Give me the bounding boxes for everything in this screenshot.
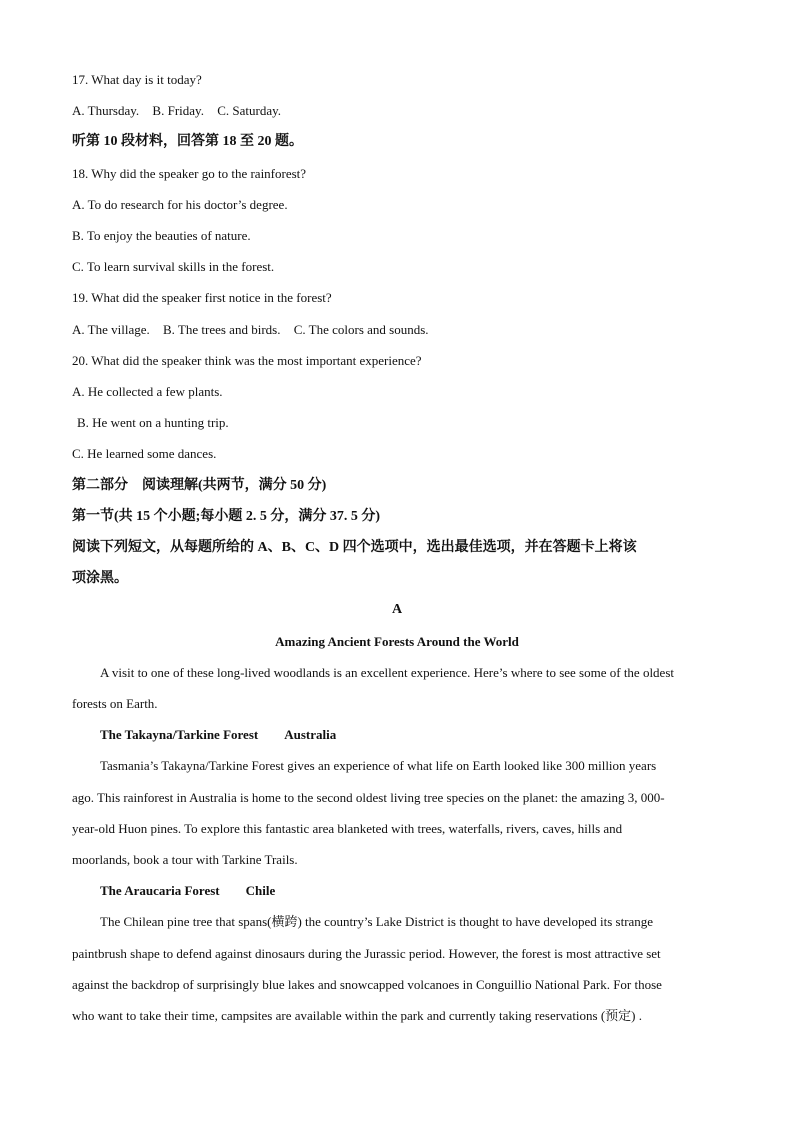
section-one-title: 第一节(共 15 个小题;每小题 2. 5 分，满分 37. 5 分)	[72, 508, 380, 524]
forest-1-line-1: Tasmania’s Takayna/Tarkine Forest gives an experience of what life on Earth looked like 300 million years	[100, 758, 657, 774]
option-b: B. The trees and birds.	[163, 321, 281, 337]
question-18: 18. Why did the speaker go to the rainforest?	[72, 165, 307, 181]
passage-letter: A	[391, 602, 403, 618]
question-20-option-a: A. He collected a few plants.	[72, 384, 223, 400]
option-c: C. The colors and sounds.	[293, 321, 429, 337]
forest-2-country: Chile	[245, 883, 276, 899]
forest-1-line-3: year-old Huon pines. To explore this fantastic area blanketed with trees, waterfalls, rivers, caves, hills and	[72, 820, 623, 836]
forest-2-line-3: against the backdrop of surprisingly blue lakes and snowcapped volcanoes in Conguillio National Park. For those	[72, 976, 662, 992]
forest-2-heading	[72, 875, 722, 906]
option-b: B. Friday.	[152, 103, 204, 119]
reading-instruction-line-1: 阅读下列短文，从每题所给的 A、B、C、D 四个选项中，选出最佳选项，并在答题卡上将该	[72, 540, 637, 556]
forest-2-line-1: The Chilean pine tree that spans(横跨) the country’s Lake District is thought to have developed its strange	[100, 914, 654, 930]
passage-title: Amazing Ancient Forests Around the World	[275, 633, 519, 649]
option-a: A. The village.	[72, 321, 150, 337]
question-18-option-b: B. To enjoy the beauties of nature.	[72, 228, 251, 244]
intro-line-2: forests on Earth.	[72, 696, 158, 712]
page-content	[72, 64, 722, 1031]
question-19: 19. What did the speaker first notice in the forest?	[72, 290, 332, 306]
question-18-option-a: A. To do research for his doctor’s degree.	[72, 196, 288, 212]
forest-2-name: The Araucaria Forest	[100, 883, 220, 899]
forest-1-country: Australia	[284, 727, 337, 743]
question-18-option-c: C. To learn survival skills in the forest.	[72, 259, 275, 275]
forest-1-line-2: ago. This rainforest in Australia is home to the second oldest living tree species on the planet: the amazing 3, 000-	[72, 789, 665, 805]
forest-1-heading	[72, 719, 722, 750]
question-19-options	[72, 314, 722, 345]
question-20: 20. What did the speaker think was the most important experience?	[72, 352, 422, 368]
reading-instruction-line-2: 项涂黑。	[72, 571, 128, 587]
intro-line-1: A visit to one of these long-lived woodlands is an excellent experience. Here’s where to see some of the oldest	[100, 664, 674, 680]
option-a: A. Thursday.	[72, 103, 140, 119]
forest-2-line-2: paintbrush shape to defend against dinosaurs during the Jurassic period. However, the forest is most attractive set	[72, 945, 661, 961]
question-17-options	[72, 95, 722, 126]
question-20-option-c: C. He learned some dances.	[72, 446, 217, 462]
option-c: C. Saturday.	[217, 103, 281, 119]
forest-2-line-4: who want to take their time, campsites are available within the park and currently taking reservations (预定) .	[72, 1008, 643, 1024]
question-20-option-b: B. He went on a hunting trip.	[77, 415, 229, 431]
forest-1-line-4: moorlands, book a tour with Tarkine Trails.	[72, 852, 298, 868]
forest-1-name: The Takayna/Tarkine Forest	[100, 727, 259, 743]
section-10-instruction: 听第 10 段材料，回答第 18 至 20 题。	[72, 134, 303, 150]
question-17: 17. What day is it today?	[72, 72, 202, 87]
part-two-title: 第二部分 阅读理解(共两节，满分 50 分)	[72, 477, 327, 493]
